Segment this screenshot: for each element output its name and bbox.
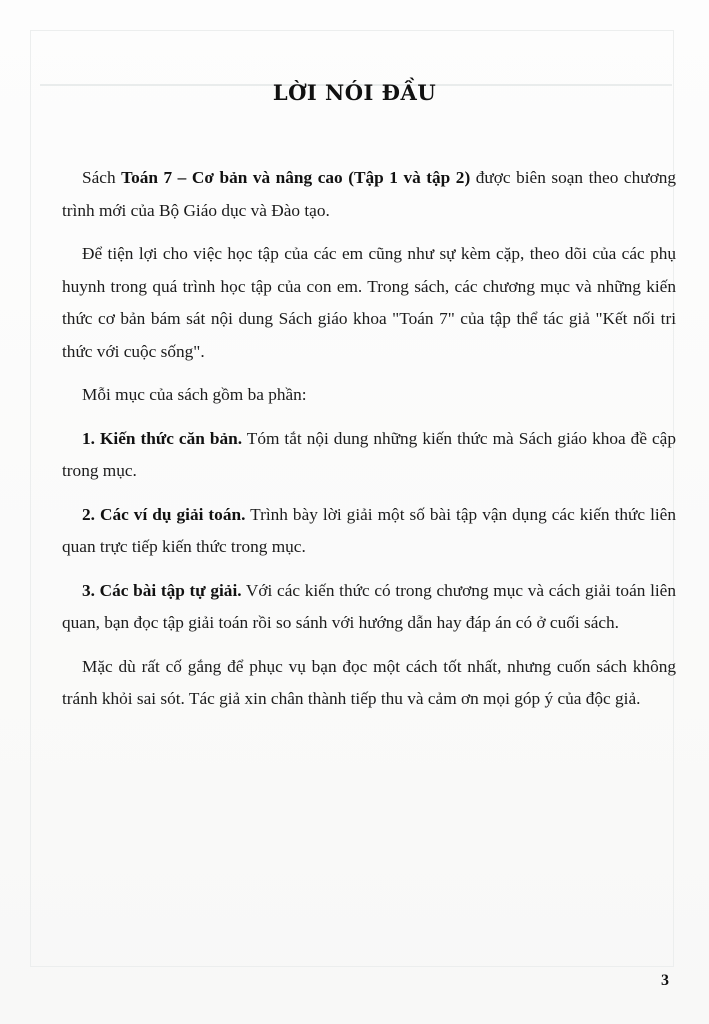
part-2-text: Trình bày lời giải một số bài tập vận dụng các kiến thức liên quan trực tiếp kiến thức trong mục.: [62, 504, 676, 556]
paragraph-part-1: [62, 423, 676, 488]
paragraph-part-3: [62, 575, 676, 640]
paragraph-intro-suffix: được biên soạn theo chương trình mới của Bộ Giáo dục và Đào tạo.: [62, 168, 677, 220]
paragraph-structure: Mỗi mục của sách gồm ba phần:: [82, 385, 307, 404]
part-3-text: Với các kiến thức có trong chương mục và cách giải toán liên quan, bạn đọc tập giải toán rồi so sánh với hướng dẫn hay đáp án có ở cuối sách.: [62, 580, 676, 632]
paragraph-intro-prefix: Sách: [82, 168, 122, 187]
paragraph-part-2: [62, 499, 676, 564]
paragraph-closing: Mặc dù rất cố gắng để phục vụ bạn đọc một cách tốt nhất, nhưng cuốn sách không tránh khỏi sai sót. Tác giả xin chân thành tiếp thu và cảm ơn mọi góp ý của độc giả.: [62, 656, 676, 708]
paragraph-purpose: Để tiện lợi cho việc học tập của các em cũng như sự kèm cặp, theo dõi của các phụ huynh trong quá trình học tập của con em. Trong sách, các chương mục và những kiến thức cơ bản bám sát nội dung Sách giáo khoa "Toán 7" của tập thể tác giả "Kết nối tri thức với cuộc sống".: [62, 244, 676, 361]
part-1-text: Tóm tắt nội dung những kiến thức mà Sách giáo khoa đề cập trong mục.: [62, 428, 676, 480]
book-title: Toán 7 – Cơ bản và nâng cao (Tập 1 và tập 2): [121, 168, 471, 187]
paragraph-intro: [62, 162, 676, 227]
preface-body: [62, 162, 676, 727]
page-number: 3: [661, 972, 669, 989]
part-3-heading: 3. Các bài tập tự giải.: [82, 580, 242, 600]
part-2-heading: 2. Các ví dụ giải toán.: [82, 504, 246, 524]
part-1-heading: 1. Kiến thức căn bản.: [82, 428, 243, 448]
page-title: LỜI NÓI ĐẦU: [272, 80, 437, 105]
